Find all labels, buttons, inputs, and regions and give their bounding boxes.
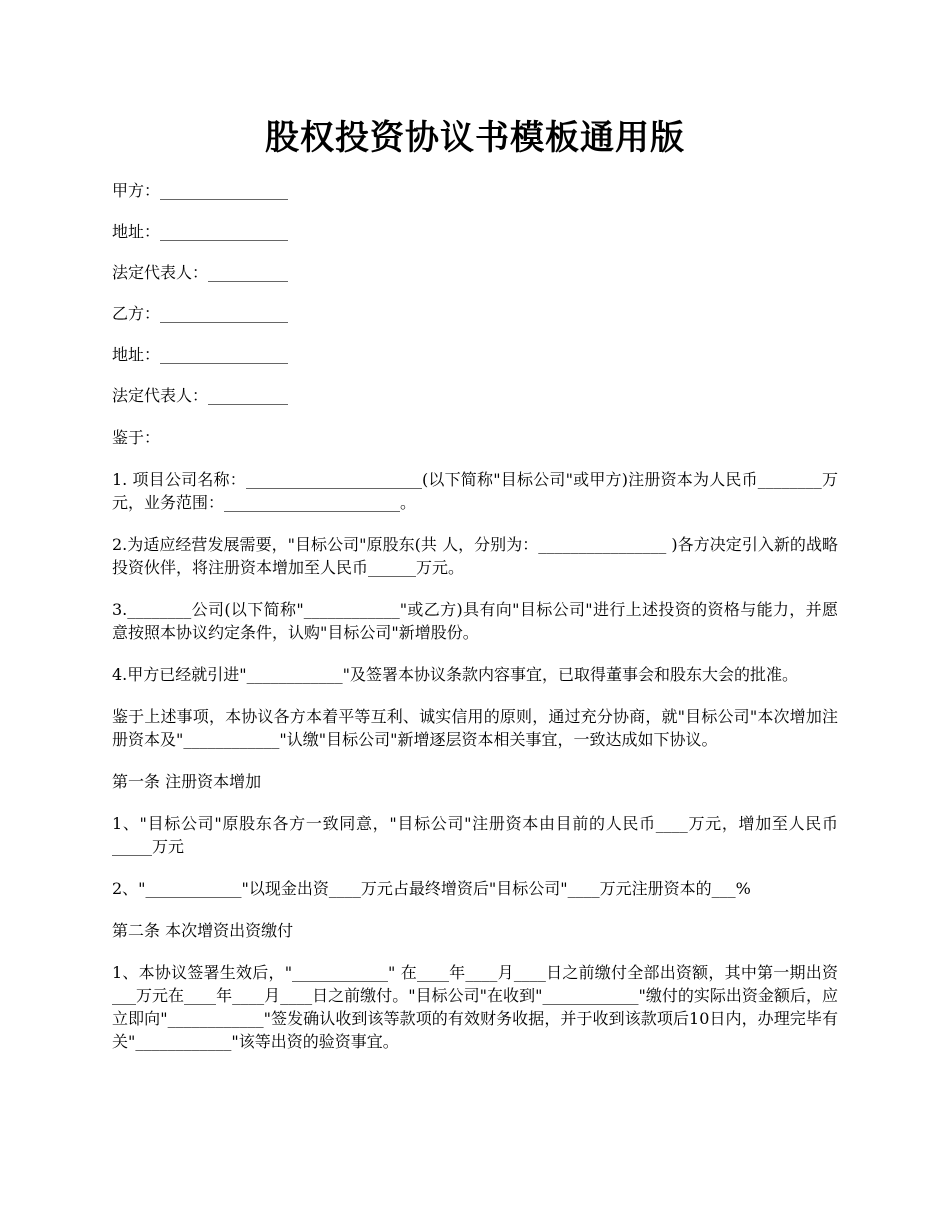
party-a-address: 地址：________________ bbox=[112, 222, 289, 241]
document-page bbox=[112, 0, 838, 1053]
party-b-legal-representative: 法定代表人：__________ bbox=[112, 386, 289, 405]
recital-summary: 鉴于上述事项，本协议各方本着平等互利、诚实信用的原则，通过充分协商，就"目标公司"本次增加注册资本及"____________"认缴"目标公司"新增逐层资本相关事宜，一致达成如下协议。 bbox=[112, 707, 838, 749]
party-a-legal-representative: 法定代表人：__________ bbox=[112, 263, 289, 282]
party-a-name: 甲方：________________ bbox=[112, 181, 289, 200]
recital-3: 3.________公司(以下简称"____________"或乙方)具有向"目标公司"进行上述投资的资格与能力，并愿意按照本协议约定条件，认购"目标公司"新增股份。 bbox=[112, 600, 838, 642]
recital-intro: 鉴于： bbox=[112, 428, 161, 447]
recital-4: 4.甲方已经就引进"____________"及签署本协议条款内容事宜，已取得董事会和股东大会的批准。 bbox=[112, 665, 798, 684]
article-1-heading: 第一条 注册资本增加 bbox=[112, 772, 262, 791]
party-b-address: 地址：________________ bbox=[112, 345, 289, 364]
party-b-name: 乙方：________________ bbox=[112, 304, 289, 323]
recital-1: 1. 项目公司名称：______________________(以下简称"目标公司"或甲方)注册资本为人民币________万元，业务范围：______________________。 bbox=[112, 470, 838, 512]
article-1-clause-1: 1、"目标公司"原股东各方一致同意，"目标公司"注册资本由目前的人民币____万元，增加至人民币_____万元 bbox=[112, 814, 838, 856]
article-2-heading: 第二条 本次增资出资缴付 bbox=[112, 921, 294, 940]
article-1-clause-2: 2、"____________"以现金出资____万元占最终增资后"目标公司"____万元注册资本的___% bbox=[112, 879, 751, 898]
recital-2: 2.为适应经营发展需要，"目标公司"原股东(共 人，分别为：________________ )各方决定引入新的战略投资伙伴，将注册资本增加至人民币______万元。 bbox=[112, 535, 838, 577]
article-2-clause-1: 1、本协议签署生效后，"____________" 在____年____月____日之前缴付全部出资额，其中第一期出资___万元在____年____月____日之前缴付。"目标公司"在收到"____________"缴付的实际出资金额后，应立即向"____________"签发确认收到该等款项的有效财务收据，并于收到该款项后10日内，办理完毕有关"____________"该等出资的验资事宜。 bbox=[112, 963, 838, 1051]
document-title: 股权投资协议书模板通用版 bbox=[265, 118, 685, 158]
